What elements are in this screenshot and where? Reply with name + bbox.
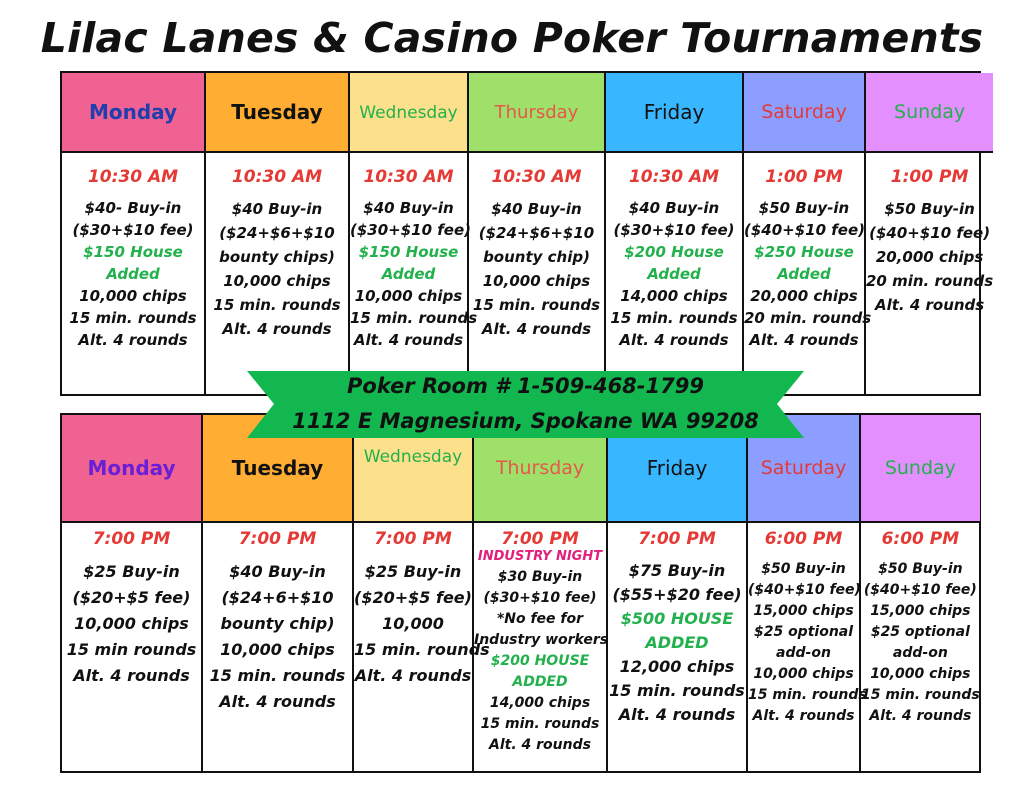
start-time: 7:00 PM <box>92 529 171 549</box>
tournament-detail-line: 10,000 chips <box>870 666 971 682</box>
start-time: 6:00 PM <box>764 529 843 549</box>
header-thursday: Thursday <box>469 73 606 153</box>
tournament-detail-line: $40 Buy-in <box>491 200 582 218</box>
header-tuesday: Tuesday <box>203 415 354 523</box>
tournament-detail-line: ADDED <box>512 674 568 690</box>
tournament-detail-line: Industry workers <box>474 632 609 648</box>
tournament-detail-line: Alt. 4 rounds <box>618 705 736 724</box>
tournament-detail-line: 14,000 chips <box>489 695 591 711</box>
schedule-cell-wednesday <box>354 523 490 771</box>
tournament-detail-line: 15 min. rounds <box>748 687 867 703</box>
schedule-cell-sunday <box>861 523 980 771</box>
tournament-detail-line: 15 min. rounds <box>609 681 745 700</box>
header-wednesday: Wednesday <box>354 415 474 523</box>
tournament-detail-line: 12,000 chips <box>619 657 735 676</box>
tournament-detail-line: 15 min. rounds <box>69 309 197 327</box>
schedule-cell-sunday <box>866 153 993 394</box>
tournament-detail-line: $40 Buy-in <box>628 199 720 217</box>
header-monday: Monday <box>62 73 206 153</box>
tournament-detail-line: $200 HOUSE <box>490 653 590 669</box>
start-time: 10:30 AM <box>231 167 323 187</box>
tournament-detail-line: Alt. 4 rounds <box>73 666 190 685</box>
tournament-detail-line: Added <box>381 265 436 283</box>
tournament-detail-line: $25 optional <box>870 624 970 640</box>
schedule-cell-friday <box>606 153 744 394</box>
tournament-detail-line: 10,000 chips <box>220 640 335 659</box>
tournament-detail-line: 15 min rounds <box>66 640 197 659</box>
schedule-cell-monday <box>62 523 203 771</box>
header-tuesday: Tuesday <box>206 73 350 153</box>
start-time: 1:00 PM <box>890 167 969 187</box>
tournament-detail-line: $200 House <box>624 243 724 261</box>
casino-address: 1112 E Magnesium, Spokane WA 99208 <box>292 409 759 433</box>
tournament-detail-line: 20 min. rounds <box>866 272 994 290</box>
schedule-cell-thursday <box>474 523 608 771</box>
tournament-detail-line: *No fee for <box>496 611 584 627</box>
tournament-detail-line: $40 Buy-in <box>231 200 323 218</box>
tournament-detail-line: ($40+$10 fee) <box>744 221 865 239</box>
start-time: 10:30 AM <box>628 167 720 187</box>
header-monday: Monday <box>62 415 203 523</box>
tournament-detail-line: 20 min. rounds <box>744 309 872 327</box>
header-friday: Friday <box>606 73 744 153</box>
tournament-detail-line: 20,000 chips <box>875 248 984 266</box>
tournament-detail-line: $150 House <box>83 243 183 261</box>
start-time: 7:00 PM <box>638 529 716 549</box>
tournament-detail-line: 10,000 chips <box>354 287 463 305</box>
contact-banner <box>247 371 804 438</box>
tournament-detail-line: Alt. 4 rounds <box>354 666 472 685</box>
tournament-detail-line: bounty chips) <box>219 248 335 266</box>
start-time: 10:30 AM <box>491 167 582 187</box>
header-thursday: Thursday <box>474 415 608 523</box>
tournament-detail-line: Alt. 4 rounds <box>222 320 332 338</box>
tournament-detail-line: ($20+$5 fee) <box>72 588 191 607</box>
start-time: 10:30 AM <box>363 167 454 187</box>
schedule-cell-tuesday <box>206 153 350 394</box>
evening-schedule-table <box>60 413 981 773</box>
tournament-detail-line: ($24+$6+$10 <box>219 224 335 242</box>
tournament-detail-line: Alt. 4 rounds <box>481 320 592 338</box>
tournament-detail-line: 10,000 chips <box>482 272 591 290</box>
tournament-detail-line: ($30+$10 fee) <box>613 221 735 239</box>
tournament-detail-line: $30 Buy-in <box>497 569 583 585</box>
tournament-detail-line: 10,000 chips <box>753 666 854 682</box>
tournament-detail-line: $25 Buy-in <box>364 562 462 581</box>
tournament-detail-line: 10,000 chips <box>79 287 187 305</box>
tournament-detail-line: $40- Buy-in <box>84 199 182 217</box>
tournament-detail-line: Added <box>777 265 831 283</box>
tournament-detail-line: add-on <box>892 645 948 661</box>
tournament-detail-line: $50 Buy-in <box>878 561 963 577</box>
tournament-detail-line: 15 min. rounds <box>213 296 341 314</box>
start-time: 7:00 PM <box>238 529 317 549</box>
tournament-detail-line: 10,000 chips <box>74 614 189 633</box>
tournament-detail-line: ($40+$10 fee) <box>863 582 977 598</box>
tournament-detail-line: 20,000 chips <box>750 287 858 305</box>
tournament-detail-line: ($30+$10 fee) <box>350 221 471 239</box>
tournament-detail-line: 15 min. rounds <box>472 296 601 314</box>
tournament-detail-line: Alt. 4 rounds <box>749 331 859 349</box>
tournament-detail-line: $50 Buy-in <box>758 199 850 217</box>
schedule-cell-tuesday <box>203 523 354 771</box>
tournament-detail-line: ($20+$5 fee) <box>354 588 472 607</box>
tournament-detail-line: ($30+$10 fee) <box>72 221 194 239</box>
schedule-cell-friday <box>608 523 748 771</box>
tournament-detail-line: $40 Buy-in <box>229 562 326 581</box>
tournament-detail-line: ($24+$6+$10 <box>478 224 595 242</box>
tournament-detail-line: Alt. 4 rounds <box>752 708 855 724</box>
tournament-detail-line: 15,000 chips <box>870 603 971 619</box>
schedule-cell-saturday <box>748 523 867 771</box>
header-saturday: Saturday <box>748 415 861 523</box>
schedule-cell-saturday <box>744 153 872 394</box>
tournament-detail-line: $40 Buy-in <box>363 199 454 217</box>
tournament-detail-line: 15,000 chips <box>753 603 854 619</box>
tournament-detail-line: $25 Buy-in <box>83 562 180 581</box>
tournament-detail-line: ADDED <box>645 633 709 652</box>
tournament-detail-line: ($40+$10 fee) <box>748 582 861 598</box>
tournament-detail-line: $75 Buy-in <box>628 561 726 580</box>
tournament-detail-line: bounty chip) <box>220 614 335 633</box>
header-wednesday: Wednesday <box>350 73 469 153</box>
tournament-detail-line: Alt. 4 rounds <box>619 331 729 349</box>
tournament-detail-line: Alt. 4 rounds <box>489 737 591 753</box>
tournament-detail-line: $25 optional <box>753 624 854 640</box>
page-title: Lilac Lanes & Casino Poker Tournaments <box>40 14 984 62</box>
header-saturday: Saturday <box>744 73 866 153</box>
tournament-detail-line: 14,000 chips <box>620 287 728 305</box>
tournament-detail-line: 10,000 chips <box>223 272 331 290</box>
tournament-detail-line: add-on <box>776 645 831 661</box>
schedule-cell-thursday <box>469 153 606 394</box>
tournament-detail-line: Alt. 4 rounds <box>353 331 464 349</box>
tournament-detail-line: Added <box>106 265 160 283</box>
tournament-detail-line: $50 Buy-in <box>884 200 975 218</box>
tournament-detail-line: 15 min. rounds <box>480 716 600 732</box>
tournament-detail-line: ($30+$10 fee) <box>483 590 597 606</box>
tournament-detail-line: 15 min. rounds <box>861 687 980 703</box>
tournament-detail-line: ($24+6+$10 <box>221 588 334 607</box>
tournament-detail-line: $500 HOUSE <box>620 609 734 628</box>
poker-room-phone: Poker Room # 1-509-468-1799 <box>347 374 704 398</box>
morning-schedule-table <box>60 71 994 396</box>
event-note: INDUSTRY NIGHT <box>477 549 603 564</box>
tournament-detail-line: Alt. 4 rounds <box>219 692 336 711</box>
schedule-cell-monday <box>62 153 206 394</box>
tournament-detail-line: Alt. 4 rounds <box>874 296 985 314</box>
start-time: 7:00 PM <box>501 529 579 549</box>
tournament-detail-line: 10,000 <box>382 614 444 633</box>
tournament-detail-line: 15 min. rounds <box>350 309 478 327</box>
tournament-detail-line: Alt. 4 rounds <box>78 331 188 349</box>
tournament-detail-line: bounty chip) <box>483 248 590 266</box>
tournament-detail-line: $150 House <box>358 243 459 261</box>
tournament-detail-line: Added <box>647 265 701 283</box>
schedule-cell-wednesday <box>350 153 478 394</box>
tournament-detail-line: 15 min. rounds <box>610 309 738 327</box>
tournament-detail-line: 15 min. rounds <box>354 640 490 659</box>
header-sunday: Sunday <box>866 73 993 153</box>
start-time: 7:00 PM <box>374 529 452 549</box>
tournament-detail-line: 15 min. rounds <box>209 666 346 685</box>
header-friday: Friday <box>608 415 748 523</box>
tournament-detail-line: ($40+$10 fee) <box>869 224 991 242</box>
start-time: 10:30 AM <box>87 167 179 187</box>
tournament-detail-line: $50 Buy-in <box>761 561 846 577</box>
tournament-detail-line: $250 House <box>754 243 854 261</box>
header-sunday: Sunday <box>861 415 980 523</box>
start-time: 6:00 PM <box>881 529 960 549</box>
start-time: 1:00 PM <box>765 167 843 187</box>
tournament-detail-line: Alt. 4 rounds <box>869 708 972 724</box>
tournament-detail-line: ($55+$20 fee) <box>612 585 742 604</box>
